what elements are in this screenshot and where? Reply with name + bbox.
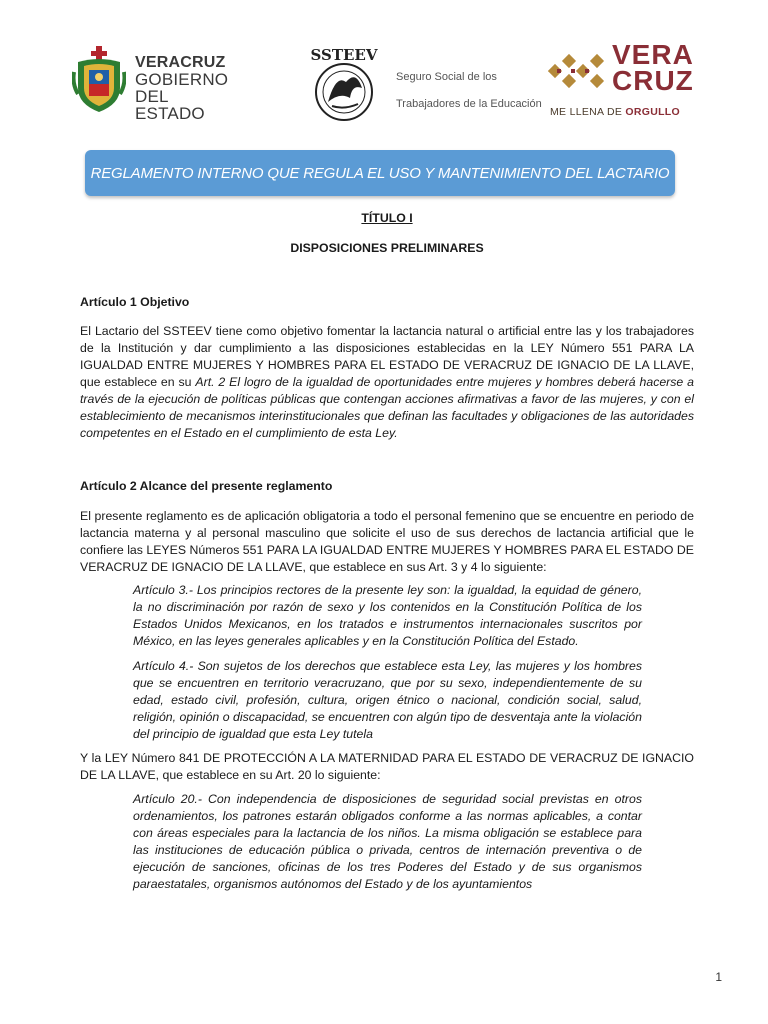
document-body — [80, 210, 694, 893]
veracruz-government-text — [135, 54, 232, 122]
brand-slogan — [550, 106, 680, 118]
quote-article4: Artículo 4.- Son sujetos de los derechos que establece esta Ley, las mujeres y los hombres que se encuentren en territorio veracruzano, que por su sexo, independientemente de su edad, estado civil, profesión, cultura, origen étnico o nacional, condición social, salud, religión, opinión o discapacidad, se encuentren con algún tipo de desventaja ante la violación del principio de igualdad que esta Ley tutela — [133, 659, 642, 741]
gov-line2: GOBIERNO — [135, 70, 229, 89]
article1-italic-text: Art. 2 El logro de la igualdad de oportunidades entre mujeres y hombres deberá hacerse a través de la ejecución de políticas públicas que contengan acciones afirmativas a favor de las mujeres, y con el establecimiento de mecanismos interinstitucionales que definan las facultades y obligaciones de las autoridades competentes en el Estado en el cumplimiento de esta Ley. — [80, 375, 694, 440]
gov-line1: VERACRUZ — [135, 54, 226, 71]
brand-word-top: VERA — [612, 39, 694, 70]
ssteev-line2: Trabajadores de la Educación — [396, 98, 542, 110]
veracruz-brand-word — [612, 39, 694, 96]
article1-paragraph — [80, 323, 694, 442]
quote-article3: Artículo 3.- Los principios rectores de la presente ley son: la igualdad, la equidad de género, la no discriminación por razón de sexo y los contenidos en la Constitución Política de los Estados Unidos Mexicanos, en los tratados e instrumentos internacionales suscritos por México, en las leyes generales aplicables y en la Constitución Política del Estado. — [133, 583, 642, 648]
title-heading: TÍTULO I — [361, 211, 413, 225]
article1-heading: Artículo 1 Objetivo — [80, 295, 190, 309]
ssteev-logo — [306, 44, 382, 124]
article2-paragraph: El presente reglamento es de aplicación obligatoria a todo el personal femenino que se encuentre en periodo de lactancia materna y al personal masculino que solicite el uso de sus derechos de lactancia artificial que le confiere las LEYES Números 551 PARA LA IGUALDAD ENTRE MUJERES Y HOMBRES PARA EL ESTADO DE VERACRUZ DE IGNACIO DE LA LLAVE, que establece en sus Art. 3 y 4 lo siguiente: — [80, 509, 694, 574]
article2-heading: Artículo 2 Alcance del presente reglamento — [80, 479, 333, 493]
subtitle-heading: DISPOSICIONES PRELIMINARES — [290, 241, 484, 255]
brand-word-bottom: CRUZ — [612, 65, 694, 96]
quote-article20: Artículo 20.- Con independencia de disposiciones de seguridad social previstas en otros ordenamientos, los patrones estarán obligados conforme a las normas aplicables, a contar con áreas especiales para la lactancia de los niños. La misma obligación se establece para las instituciones de educación pública o privada, centros de internación preventiva o de ejecución de sanciones, oficinas de los tres Poderes del Estado y de sus organismos paraestatales, organismos autónomos del Estado y de los ayuntamientos — [133, 792, 642, 891]
document-title-banner — [85, 150, 675, 196]
page-header — [0, 0, 768, 140]
slogan-part-a: ME LLENA DE — [550, 106, 626, 118]
ssteev-logo-text: SSTEEV — [310, 46, 378, 64]
page-number: 1 — [715, 970, 722, 984]
knot-pattern-icon — [548, 52, 606, 90]
document-title: REGLAMENTO INTERNO QUE REGULA EL USO Y MANTENIMIENTO DEL LACTARIO — [90, 164, 670, 182]
article2-paragraph2: Y la LEY Número 841 DE PROTECCIÓN A LA MATERNIDAD PARA EL ESTADO DE VERACRUZ DE IGNACIO DE LA LLAVE, que establece en su Art. 20 lo siguiente: — [80, 751, 694, 782]
ssteev-caption — [396, 64, 542, 118]
article1-text: El Lactario del SSTEEV tiene como objetivo fomentar la lactancia natural o artificial entre las y los trabajadores de la Institución y dar cumplimiento a las disposiciones establecidas en la LEY Número 551 PARA LA IGUALDAD ENTRE MUJERES Y HOMBRES PARA EL ESTADO DE VERACRUZ DE IGNACIO DE LA LLAVE, que establece en su — [80, 324, 694, 389]
veracruz-government-logo — [72, 44, 232, 123]
slogan-part-b: ORGULLO — [625, 106, 680, 118]
gov-line3: DEL ESTADO — [135, 87, 205, 123]
veracruz-brand-logo — [548, 39, 698, 120]
coat-of-arms-icon — [72, 44, 126, 114]
ssteev-line1: Seguro Social de los — [396, 71, 497, 83]
